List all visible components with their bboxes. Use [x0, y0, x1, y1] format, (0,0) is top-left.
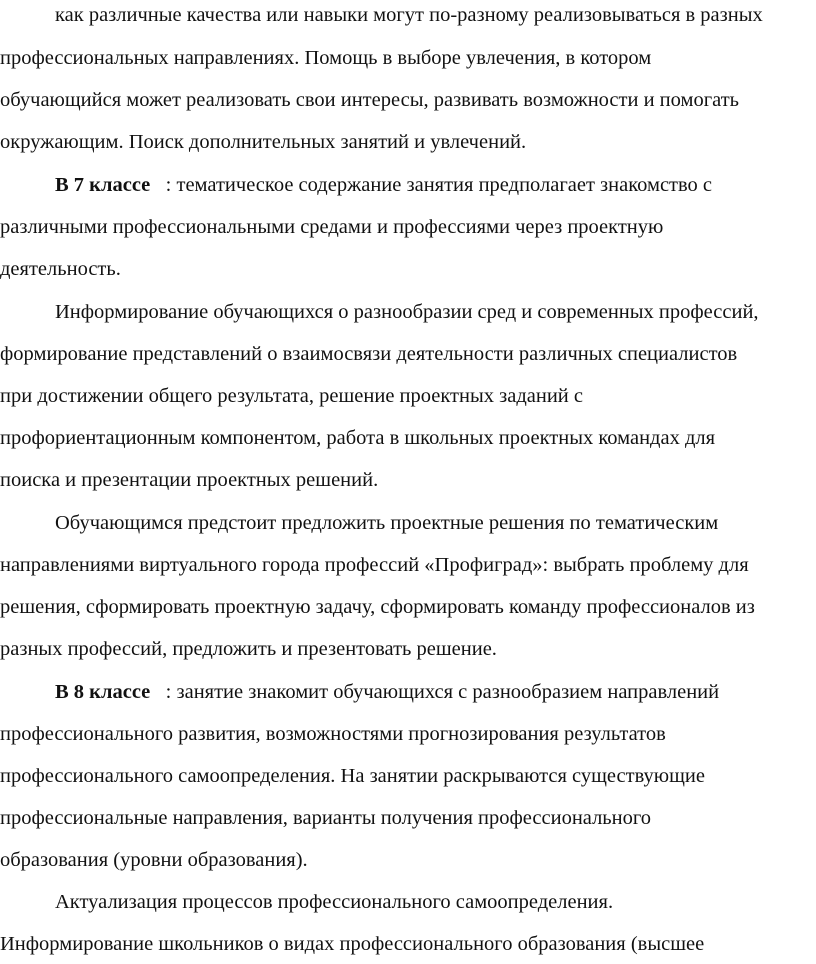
text-line: как различные качества или навыки могут по-разному реализовываться в разных: [55, 4, 763, 26]
text-line: образования (уровни образования).: [0, 849, 308, 871]
grade-7-paragraph-start: [55, 172, 712, 198]
text-line: при достижении общего результата, решение проектных заданий с: [0, 385, 583, 407]
text-line: разных профессий, предложить и презентовать решение.: [0, 638, 497, 660]
text-line: окружающим. Поиск дополнительных занятий и увлечений.: [0, 131, 527, 153]
text-line: профессионального развития, возможностями прогнозирования результатов: [0, 723, 666, 745]
text-line: деятельность.: [0, 258, 121, 280]
grade-8-paragraph-start: [55, 679, 719, 705]
text-line: Информирование обучающихся о разнообразии сред и современных профессий,: [55, 301, 759, 323]
text-line: профессионального самоопределения. На занятии раскрываются существующие: [0, 765, 705, 787]
text-line: Обучающимся предстоит предложить проектные решения по тематическим: [55, 512, 719, 534]
grade-7-label: В 7 классе: [55, 174, 151, 196]
text-line: Актуализация процессов профессионального самоопределения.: [55, 891, 614, 913]
text-line: Информирование школьников о видах профессионального образования (высшее: [0, 933, 705, 955]
grade-8-label: В 8 классе: [55, 681, 151, 703]
grade-7-text: : тематическое содержание занятия предполагает знакомство с: [165, 174, 713, 196]
text-line: различными профессиональными средами и профессиями через проектную: [0, 216, 664, 238]
text-line: обучающийся может реализовать свои интересы, развивать возможности и помогать: [0, 89, 740, 111]
text-line: профориентационным компонентом, работа в школьных проектных командах для: [0, 427, 716, 449]
text-line: решения, сформировать проектную задачу, сформировать команду профессионалов из: [0, 596, 755, 618]
text-line: формирование представлений о взаимосвязи деятельности различных специалистов: [0, 343, 738, 365]
text-line: профессиональные направления, варианты получения профессионального: [0, 807, 652, 829]
grade-8-text: : занятие знакомит обучающихся с разнообразием направлений: [165, 681, 720, 703]
text-line: поиска и презентации проектных решений.: [0, 469, 379, 491]
text-line: направлениями виртуального города профессий «Профиград»: выбрать проблему для: [0, 554, 749, 576]
text-line: профессиональных направлениях. Помощь в выборе увлечения, в котором: [0, 47, 652, 69]
